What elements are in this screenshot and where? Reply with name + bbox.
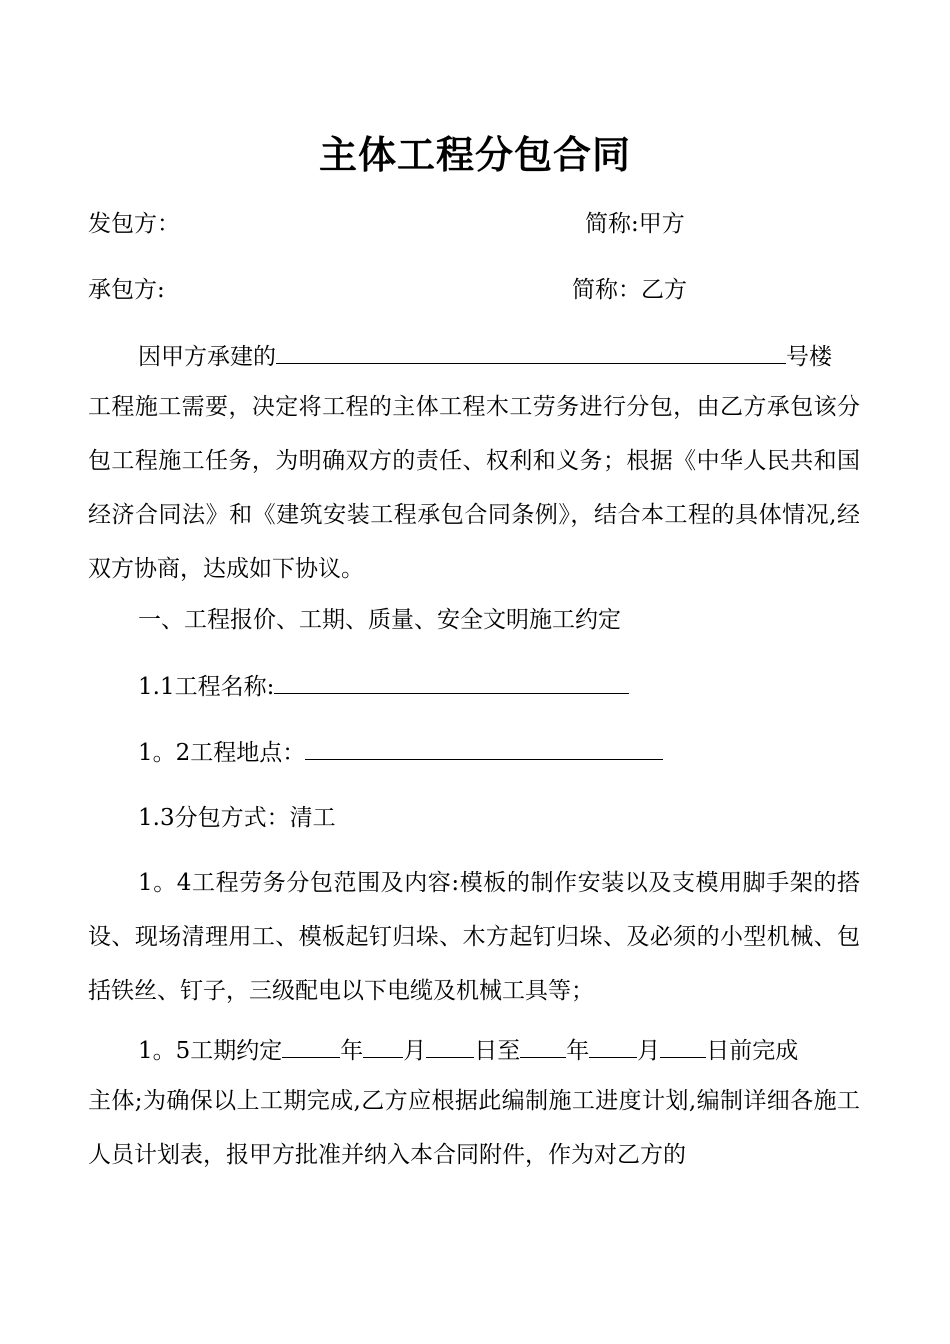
start-month-blank — [363, 1035, 403, 1058]
party-b-label: 承包方: — [88, 277, 165, 303]
end-year-label: 年 — [566, 1038, 590, 1064]
project-name-blank — [274, 671, 629, 694]
intro-before-blank: 因甲方承建的 — [138, 344, 276, 370]
item-1-4: 1。4工程劳务分包范围及内容:模板的制作安装以及支模用脚手架的搭设、现场清理用工、模板起钉归垛、木方起钉归垛、及必须的小型机械、包括铁丝、钉子，三级配电以下电缆及机械工具等； — [88, 870, 860, 1004]
document-title: 主体工程分包合同 — [318, 133, 631, 177]
party-a-short: 简称:甲方 — [585, 211, 685, 237]
start-year-blank — [282, 1035, 340, 1058]
item-1-1 — [138, 671, 629, 702]
building-number-blank — [276, 341, 786, 364]
intro-after-blank: 号楼 — [786, 344, 832, 370]
start-month-label: 月 — [403, 1038, 427, 1064]
project-name-label: 1.1工程名称: — [138, 674, 275, 700]
party-b-short: 简称：乙方 — [572, 277, 687, 303]
end-month-blank — [589, 1035, 637, 1058]
party-a-label: 发包方： — [88, 211, 180, 237]
start-day-label: 日至 — [474, 1038, 521, 1064]
item-1-3: 1.3分包方式：清工 — [138, 805, 336, 831]
section-1-heading: 一、工程报价、工期、质量、安全文明施工约定 — [138, 607, 621, 633]
end-day-blank — [660, 1035, 706, 1058]
intro-paragraph: 工程施工需要，决定将工程的主体工程木工劳务进行分包，由乙方承包该分包工程施工任务，为明确双方的责任、权利和义务；根据《中华人民共和国经济合同法》和《建筑安装工程承包合同条例》，结合本工程的具体情况,经双方协商，达成如下协议。 — [88, 394, 860, 582]
start-year-label: 年 — [340, 1038, 364, 1064]
project-location-blank — [305, 737, 663, 760]
project-location-label: 1。2工程地点： — [138, 740, 306, 766]
item-1-5-first-line — [138, 1035, 798, 1066]
end-year-blank — [520, 1035, 566, 1058]
end-month-label: 月 — [637, 1038, 661, 1064]
start-day-blank — [426, 1035, 474, 1058]
item-1-5-rest: 主体;为确保以上工期完成,乙方应根据此编制施工进度计划,编制详细各施工人员计划表，报甲方批准并纳入本合同附件，作为对乙方的 — [88, 1088, 860, 1168]
schedule-prefix: 1。5工期约定 — [138, 1038, 283, 1064]
intro-first-line — [138, 341, 832, 372]
end-day-label: 日前完成 — [706, 1038, 799, 1064]
item-1-2 — [138, 737, 663, 768]
